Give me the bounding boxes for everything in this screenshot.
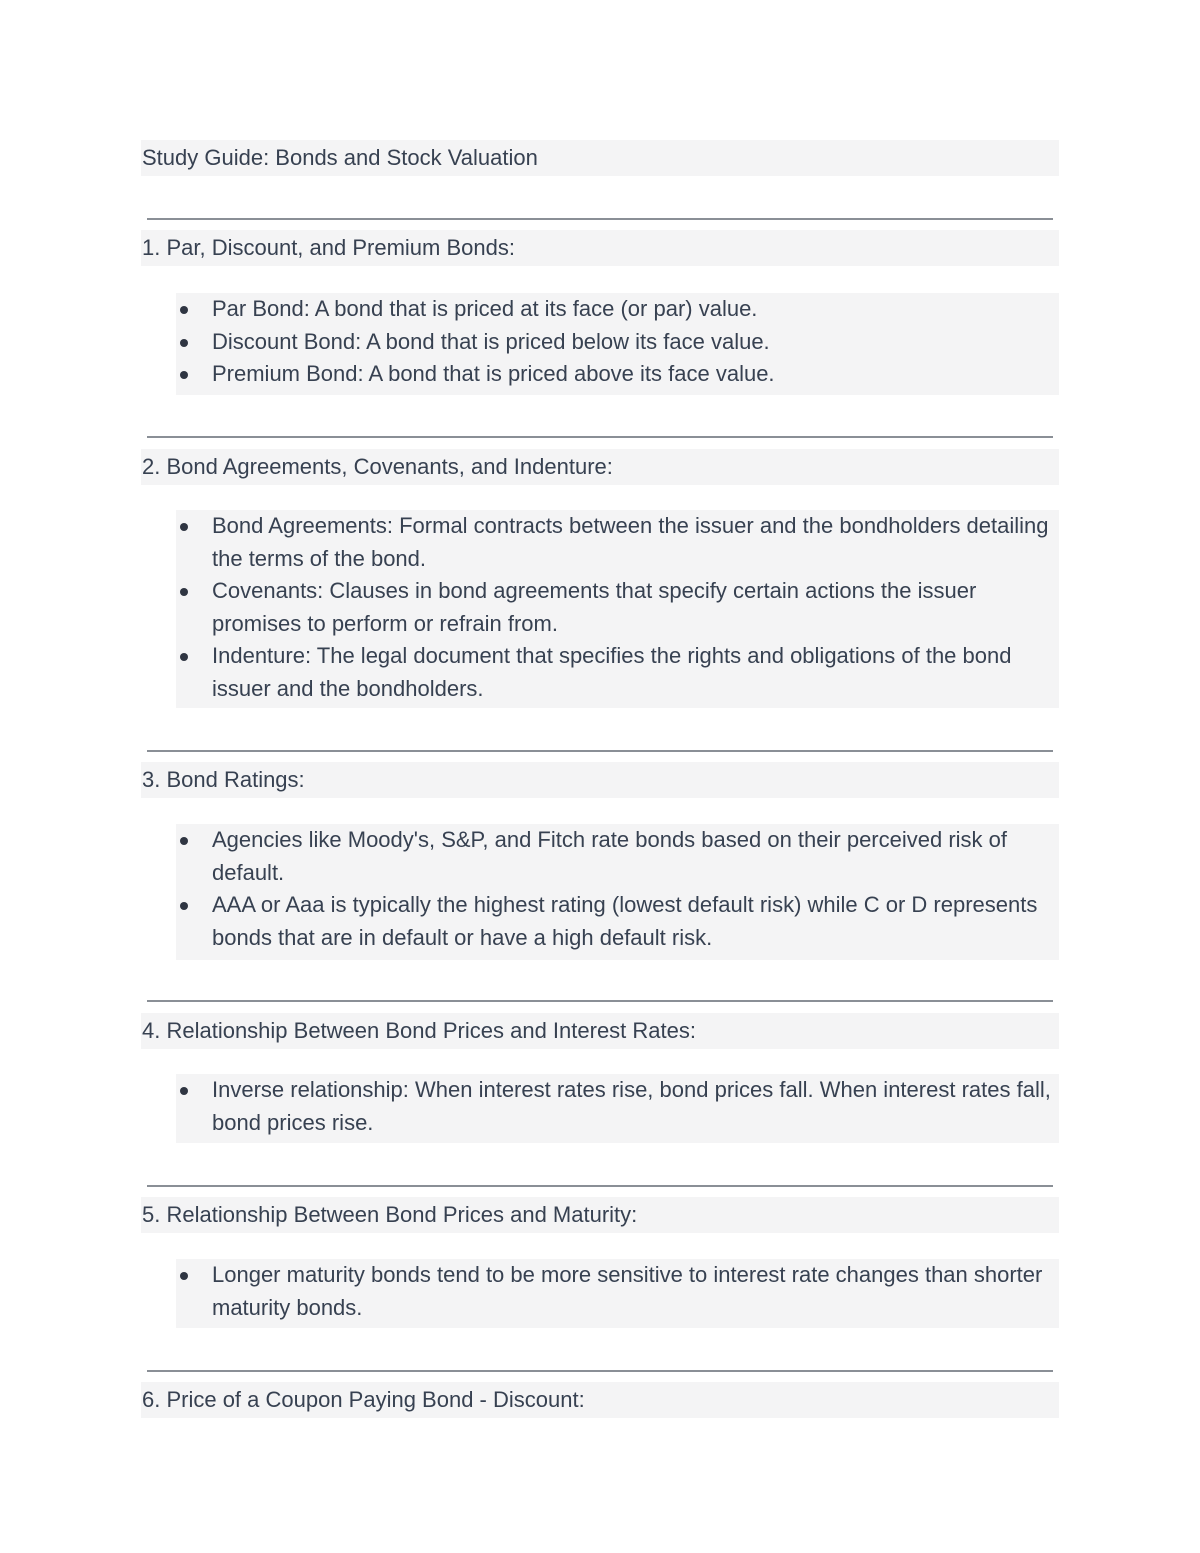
section-heading-par-discount-premium: 1. Par, Discount, and Premium Bonds: <box>141 230 1059 266</box>
bullet-icon <box>180 837 188 845</box>
section-list-prices-maturity <box>176 1259 1059 1328</box>
section-list-par-discount-premium <box>176 293 1059 395</box>
bullet-icon <box>180 1272 188 1280</box>
section-heading-coupon-bond-discount: 6. Price of a Coupon Paying Bond - Discount: <box>141 1382 1059 1418</box>
bullet-icon <box>180 339 188 347</box>
section-list-bond-agreements <box>176 510 1059 708</box>
list-item: Discount Bond: A bond that is priced below its face value. <box>176 326 1059 359</box>
bullet-icon <box>180 588 188 596</box>
list-item: AAA or Aaa is typically the highest rating (lowest default risk) while C or D represents bonds that are in default or have a high default risk. <box>176 889 1059 954</box>
section-divider <box>147 218 1053 220</box>
list-item: Longer maturity bonds tend to be more sensitive to interest rate changes than shorter maturity bonds. <box>176 1259 1059 1324</box>
section-heading-prices-maturity: 5. Relationship Between Bond Prices and Maturity: <box>141 1197 1059 1233</box>
bullet-icon <box>180 653 188 661</box>
bullet-icon <box>180 902 188 910</box>
list-item: Par Bond: A bond that is priced at its face (or par) value. <box>176 293 1059 326</box>
section-divider <box>147 750 1053 752</box>
section-divider <box>147 1000 1053 1002</box>
section-divider <box>147 1370 1053 1372</box>
section-heading-bond-agreements: 2. Bond Agreements, Covenants, and Indenture: <box>141 449 1059 485</box>
list-item: Bond Agreements: Formal contracts between the issuer and the bondholders detailing the terms of the bond. <box>176 510 1059 575</box>
section-divider <box>147 1185 1053 1187</box>
list-item: Inverse relationship: When interest rates rise, bond prices fall. When interest rates fall, bond prices rise. <box>176 1074 1059 1139</box>
list-item: Covenants: Clauses in bond agreements that specify certain actions the issuer promises to perform or refrain from. <box>176 575 1059 640</box>
list-item: Premium Bond: A bond that is priced above its face value. <box>176 358 1059 391</box>
section-list-prices-interest-rates <box>176 1074 1059 1143</box>
bullet-icon <box>180 306 188 314</box>
bullet-icon <box>180 523 188 531</box>
section-heading-bond-ratings: 3. Bond Ratings: <box>141 762 1059 798</box>
bullet-icon <box>180 1087 188 1095</box>
section-heading-prices-interest-rates: 4. Relationship Between Bond Prices and Interest Rates: <box>141 1013 1059 1049</box>
list-item: Agencies like Moody's, S&P, and Fitch rate bonds based on their perceived risk of default. <box>176 824 1059 889</box>
section-list-bond-ratings <box>176 824 1059 960</box>
section-divider <box>147 436 1053 438</box>
list-item: Indenture: The legal document that specifies the rights and obligations of the bond issuer and the bondholders. <box>176 640 1059 705</box>
document-title: Study Guide: Bonds and Stock Valuation <box>141 140 1059 176</box>
bullet-icon <box>180 371 188 379</box>
